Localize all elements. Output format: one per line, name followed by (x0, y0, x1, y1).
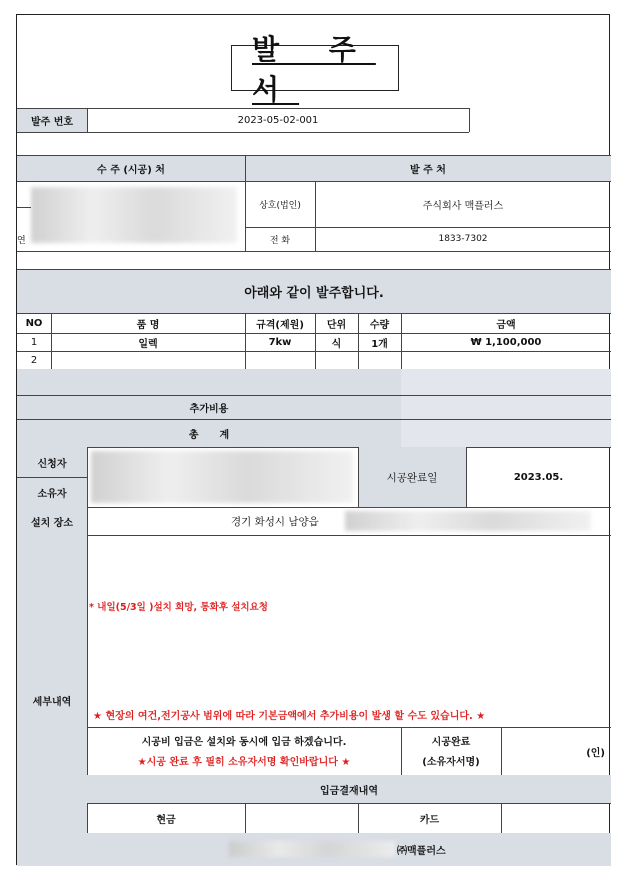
deposit-header: 입금결재내역 (320, 785, 378, 797)
document-title-box (231, 33, 399, 106)
table-row-1-item: 일렉 (138, 338, 158, 350)
applicant-label: 신청자 (37, 458, 67, 470)
install-place-value: 경기 화성시 남양읍 (231, 515, 319, 528)
orderer-header: 발 주 처 (410, 164, 446, 176)
completion-sign-label-2: (소유자서명) (422, 756, 480, 768)
document-title: 발 주 서 (252, 33, 376, 106)
owner-label: 소유자 (37, 488, 67, 500)
install-place-label: 설치 장소 (30, 517, 74, 529)
extra-cost-label: 추가비용 (189, 403, 229, 415)
payment-note-2: ★시공 완료 후 필히 소유자서명 확인바랍니다 ★ (137, 756, 351, 768)
cash-label: 현금 (156, 814, 176, 826)
col-header-no: NO (25, 317, 43, 329)
completion-date-label: 시공완료일 (386, 471, 438, 484)
phone-label: 전 화 (269, 235, 291, 246)
payment-note-1: 시공비 입금은 설치와 동시에 입금 하겠습니다. (141, 736, 347, 748)
phone-value: 1833-7302 (438, 234, 488, 244)
order-no-label: 발주 번호 (30, 116, 74, 128)
redacted-footer (229, 841, 395, 857)
seal-mark: (인) (586, 747, 605, 759)
company-label: 상호(법인) (259, 200, 301, 211)
table-row-1-qty: 1개 (371, 338, 388, 350)
request-note: * 내일(5/3일 )설치 희망, 통화후 설치요청 (89, 602, 268, 613)
order-notice: 아래와 같이 발주합니다. (244, 285, 384, 301)
contact-prefix: 연 (17, 235, 26, 246)
table-row-1-spec: 7kw (268, 336, 292, 348)
redacted-address (345, 511, 591, 531)
completion-date-value: 2023.05. (513, 471, 564, 483)
details-label: 세부내역 (32, 696, 72, 708)
purchase-order-sheet (16, 14, 610, 865)
supplier-header: 수 주 (시공) 처 (97, 164, 165, 176)
redacted-supplier-info (31, 187, 237, 243)
table-row-2-no: 2 (30, 354, 38, 366)
col-header-spec: 규격(제원) (256, 319, 304, 331)
redacted-customer-info (91, 451, 353, 503)
col-header-qty: 수량 (369, 319, 390, 331)
col-header-amount: 금액 (496, 319, 516, 331)
completion-sign-label-1: 시공완료 (431, 736, 471, 748)
total-label: 총 계 (188, 429, 230, 441)
warning-note: ★ 현장의 여건,전기공사 범위에 따라 기본금액에서 추가비용이 발생 할 수도 있습니다. ★ (93, 710, 486, 722)
footer-company: ㈜맥플러스 (397, 846, 446, 857)
col-header-item: 품 명 (136, 319, 160, 331)
company-value: 주식회사 맥플러스 (422, 200, 504, 212)
order-no-value: 2023-05-02-001 (237, 114, 319, 126)
card-label: 카드 (419, 814, 440, 826)
table-row-1-no: 1 (30, 336, 38, 348)
col-header-unit: 단위 (326, 319, 347, 331)
table-row-1-unit: 식 (331, 338, 342, 350)
table-row-1-amount: ₩ 1,100,000 (470, 336, 542, 348)
